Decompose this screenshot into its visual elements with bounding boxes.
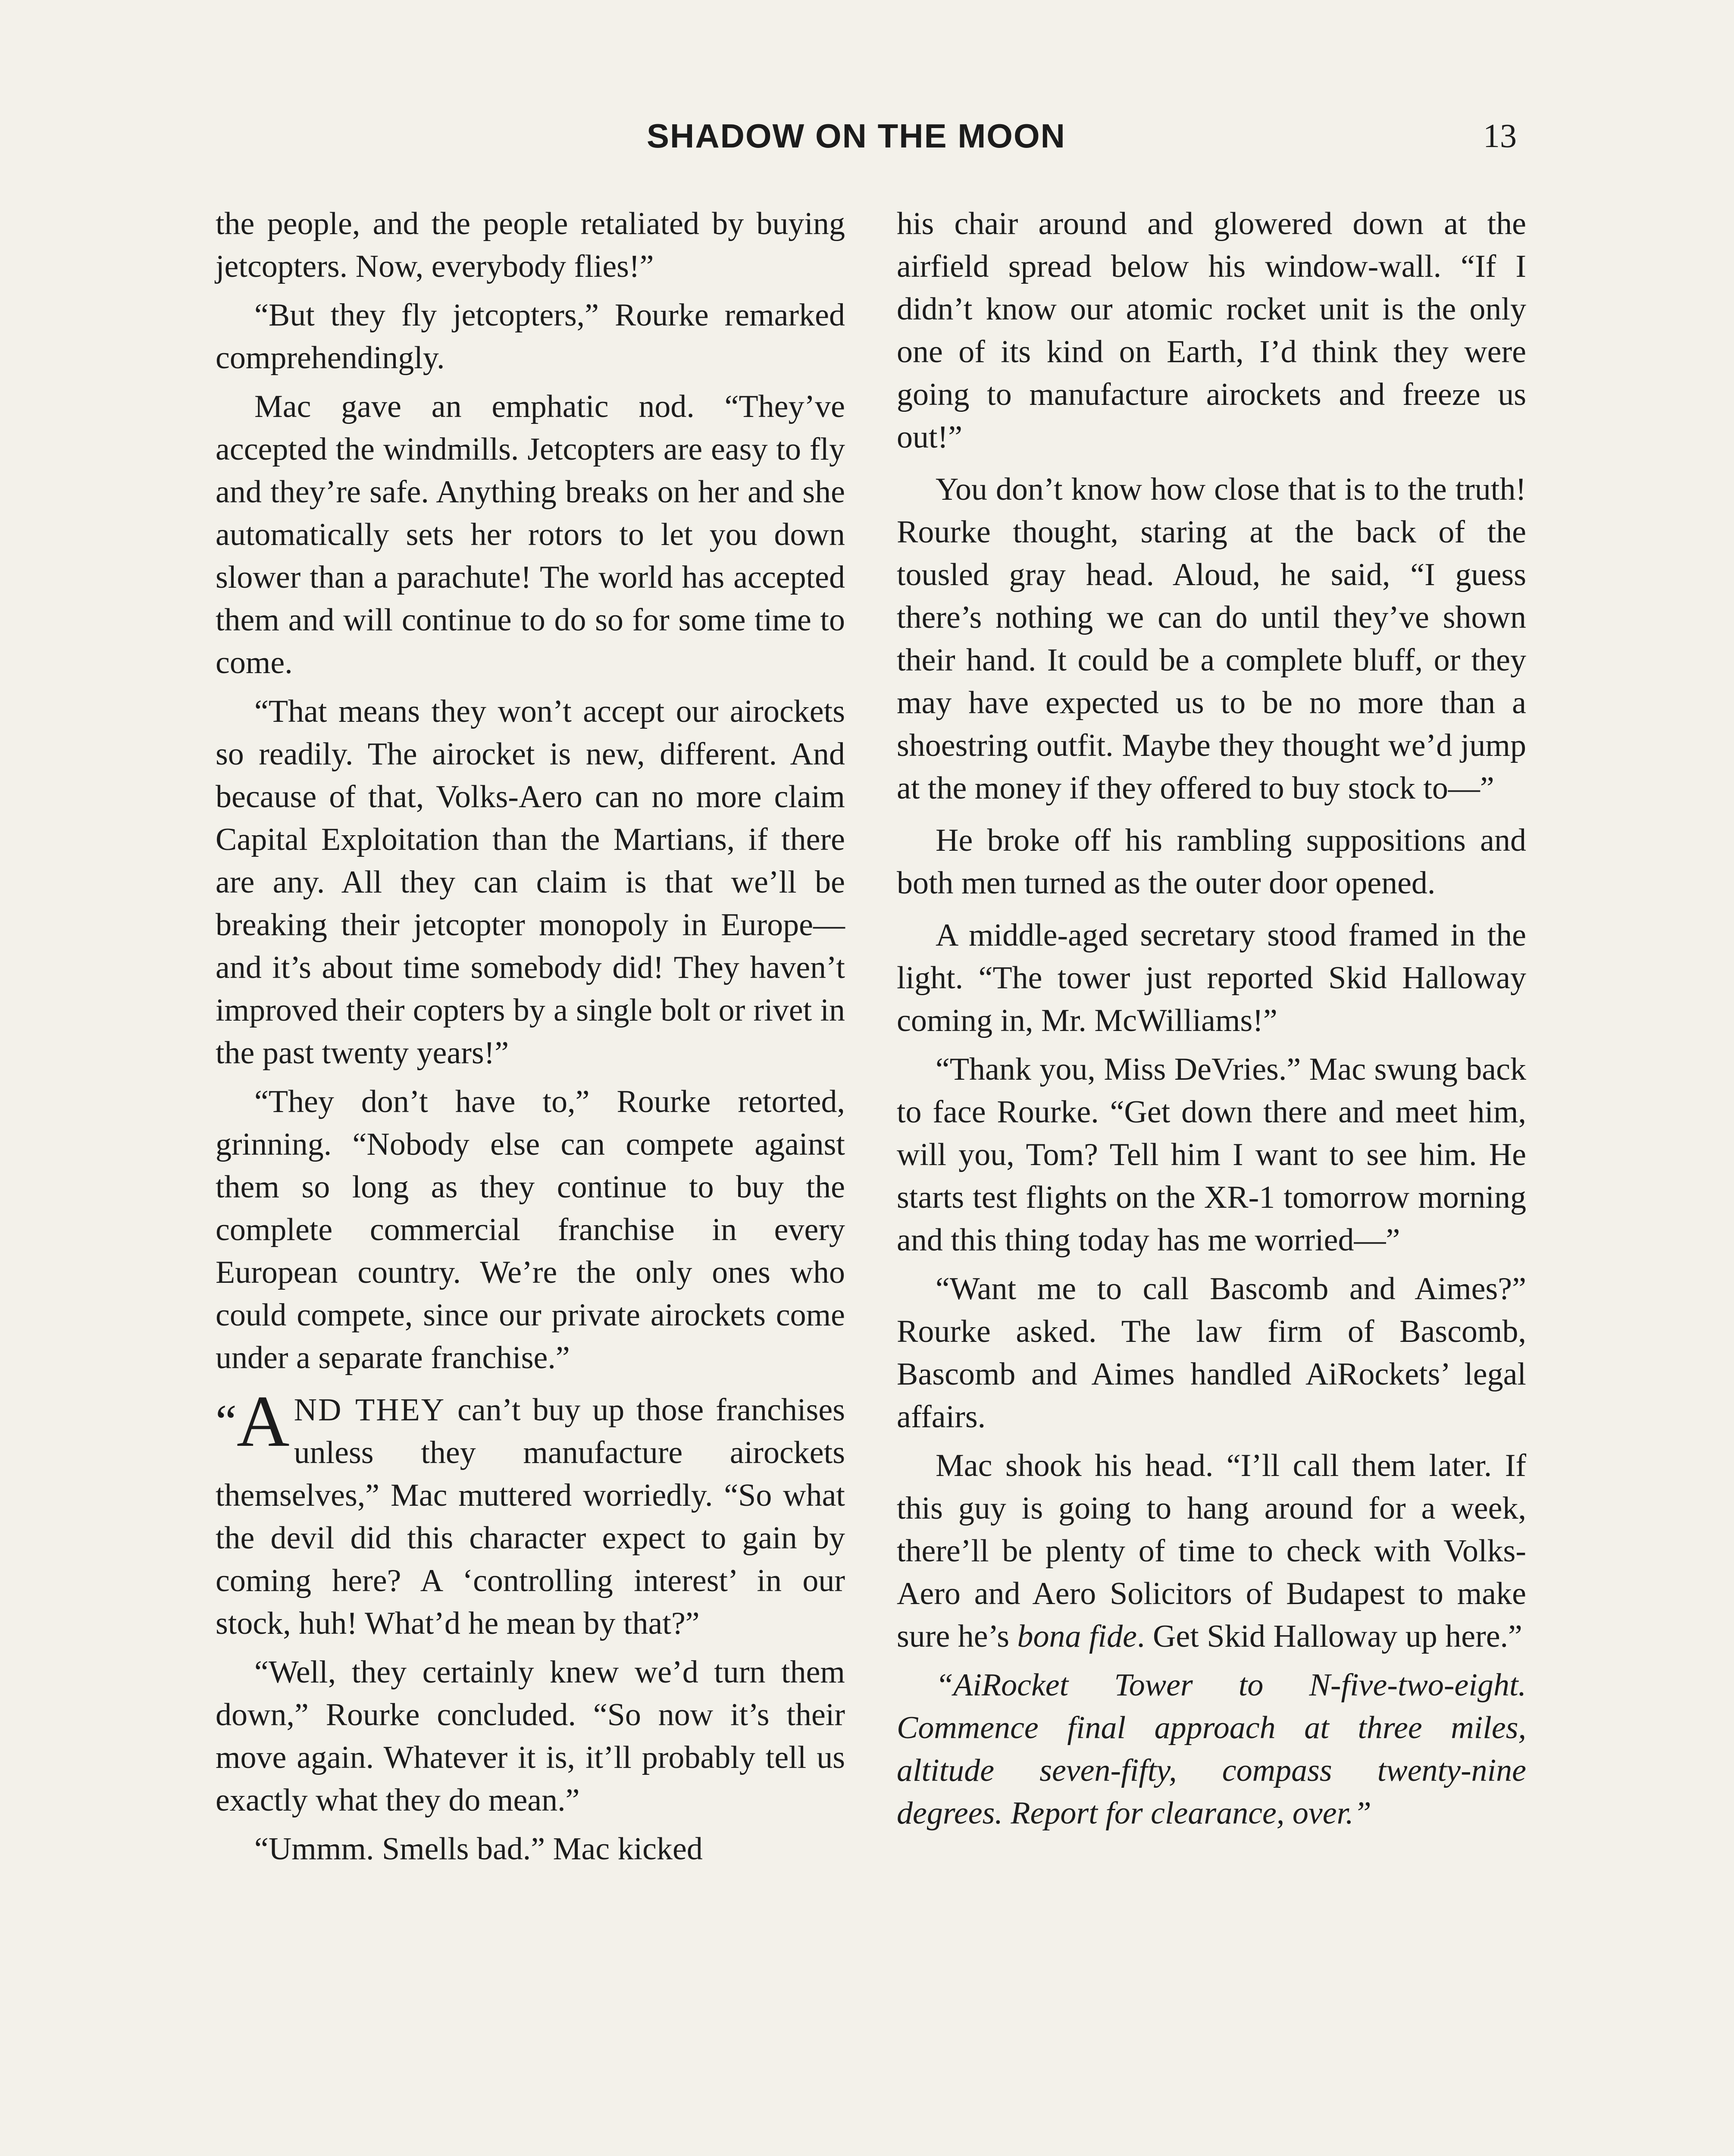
dropcap-rest: can’t buy up those franchises unless they manufacture airockets themselves,” Mac muttered worriedly. “So what the devil did this character expect to gain by coming here? A ‘controlling interest’ in our stock, huh! What’d he mean by that?” bbox=[216, 1392, 845, 1641]
text-run: . Get Skid Halloway up here.” bbox=[1136, 1619, 1522, 1654]
paragraph: “Want me to call Bascomb and Aimes?” Rourke asked. The law firm of Bascomb, Bascomb and Aimes handled AiRockets’ legal affairs. bbox=[897, 1271, 1526, 1435]
paragraph: “They don’t have to,” Rourke retorted, grinning. “Nobody else can compete against them so long as they continue to buy the complete commercial franchise in every European country. We’re the only ones who could compete, since our private airockets come under a separate franchise.” bbox=[216, 1084, 845, 1376]
dropcap-paragraph bbox=[216, 1381, 845, 1645]
running-title: SHADOW ON THE MOON bbox=[647, 117, 1066, 155]
drop-cap-quote: “ bbox=[216, 1395, 237, 1448]
page-header bbox=[0, 116, 1734, 168]
paragraph: A middle-aged secretary stood framed in the light. “The tower just reported Skid Halloway coming in, Mr. McWilliams!” bbox=[897, 918, 1526, 1038]
lead-caps: ND THEY bbox=[294, 1392, 446, 1428]
paragraph bbox=[897, 1445, 1526, 1658]
italic-text: bona fide bbox=[1017, 1619, 1137, 1654]
left-column bbox=[216, 203, 845, 1877]
text-run: Mac shook his head. “I’ll call them later. If this guy is going to hang around for a week, there’ll be plenty of time to check with Volks-Aero and Aero Solicitors of Budapest to make sure he’s bbox=[897, 1448, 1526, 1654]
paragraph: the people, and the people retaliated by buying jetcopters. Now, everybody flies!” bbox=[216, 206, 845, 284]
right-column bbox=[897, 203, 1526, 1841]
drop-cap bbox=[216, 1381, 290, 1462]
paragraph: You don’t know how close that is to the truth! Rourke thought, staring at the back of the tousled gray head. Aloud, he said, “I guess there’s nothing we can do until they’ve shown their hand. It could be a complete bluff, or they may have expected us to be no more than a shoestring outfit. Maybe they thought we’d jump at the money if they offered to buy stock to—” bbox=[897, 472, 1526, 806]
paragraph: his chair around and glowered down at the airfield spread below his window-wall. “If I didn’t know our atomic rocket unit is the only one of its kind on Earth, I’d think they were going to manufacture airockets and freeze us out!” bbox=[897, 206, 1526, 455]
paragraph: Mac gave an emphatic nod. “They’ve accepted the windmills. Jetcopters are easy to fly and they’re safe. Anything breaks on her and she automatically sets her rotors to let you down slower than a parachute! The world has accepted them and will continue to do so for some time to come. bbox=[216, 389, 845, 680]
page-number: 13 bbox=[1483, 117, 1517, 154]
paragraph: “Ummm. Smells bad.” Mac kicked bbox=[254, 1831, 703, 1867]
radio-transmission: “AiRocket Tower to N-five-two-eight. Commence final approach at three miles, altitude seven-fifty, compass twenty-nine degrees. Report for clearance, over.” bbox=[897, 1667, 1526, 1831]
drop-cap-letter: A bbox=[236, 1381, 290, 1462]
paragraph: He broke off his rambling suppositions and both men turned as the outer door opened. bbox=[897, 823, 1526, 901]
paragraph: “That means they won’t accept our airockets so readily. The airocket is new, different. And because of that, Volks-Aero can no more claim Capital Exploitation than the Martians, if there are any. All they can claim is that we’ll be breaking their jetcopter monopoly in Europe—and it’s about time somebody did! They haven’t improved their copters by a single bolt or rivet in the past twenty years!” bbox=[216, 694, 845, 1071]
paragraph: “But they fly jetcopters,” Rourke remarked comprehendingly. bbox=[216, 298, 845, 376]
paragraph: “Thank you, Miss DeVries.” Mac swung back to face Rourke. “Get down there and meet him, will you, Tom? Tell him I want to see him. He starts test flights on the XR-1 tomorrow morning and this thing today has me worried—” bbox=[897, 1052, 1526, 1258]
paragraph: “Well, they certainly knew we’d turn them down,” Rourke concluded. “So now it’s their move again. Whatever it is, it’ll probably tell us exactly what they do mean.” bbox=[216, 1655, 845, 1818]
